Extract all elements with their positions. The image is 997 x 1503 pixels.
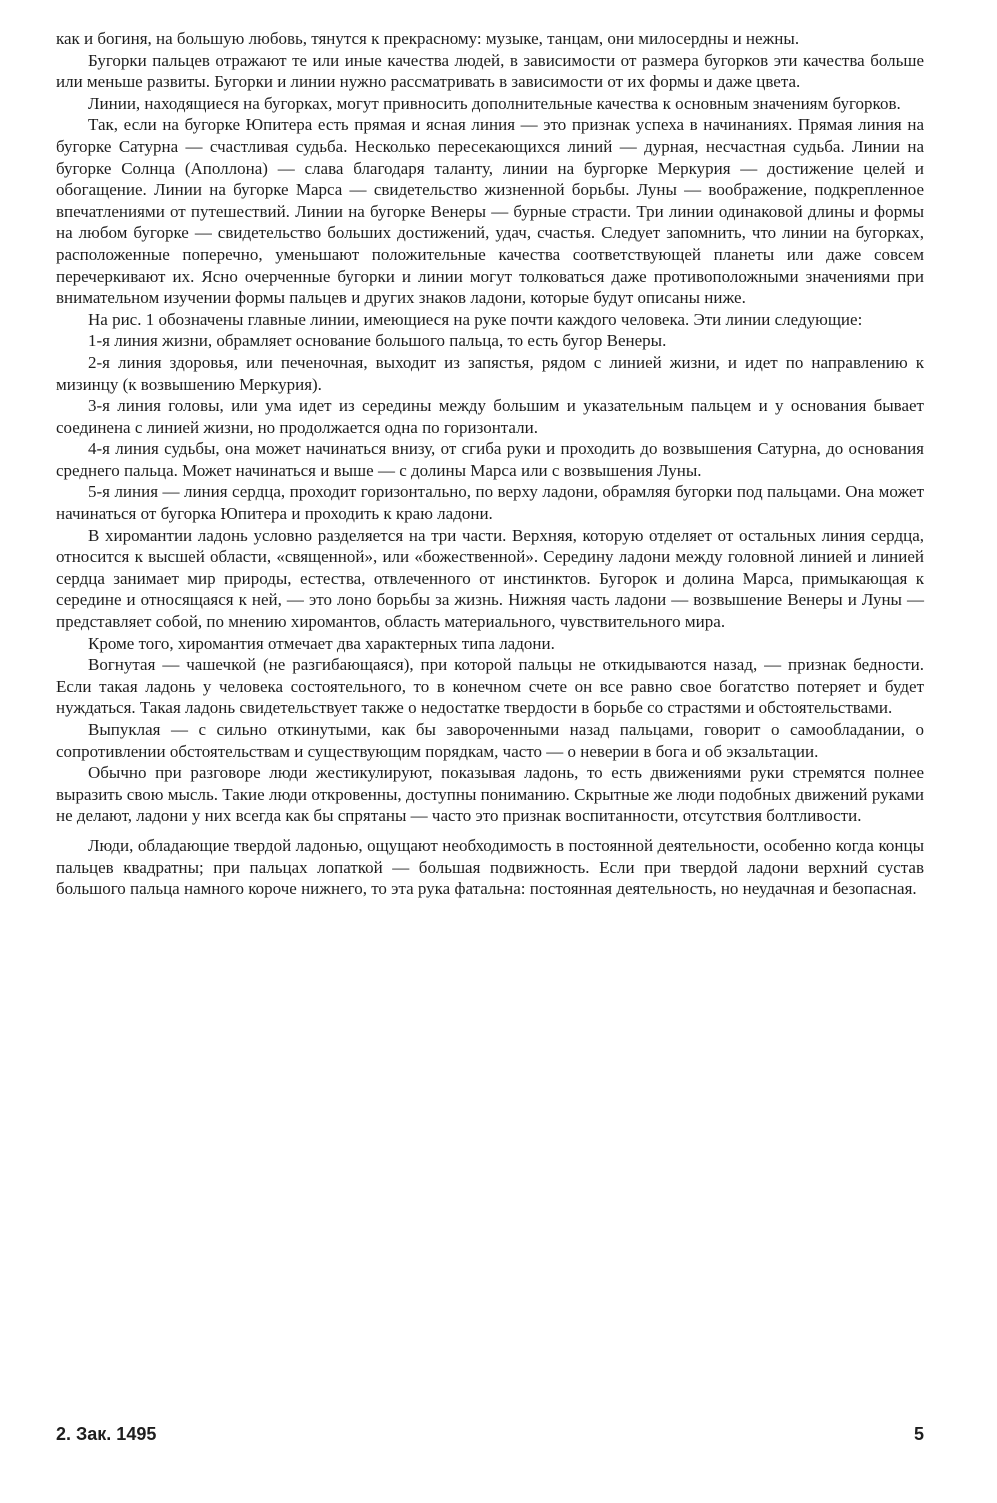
paragraph-convex-palm: Выпуклая — с сильно откинутыми, как бы завороченными назад пальцами, говорит о самообладании, о сопротивлении обстоятельствам и существующим порядкам, часто — о неверии в бога и об экзальтации. <box>56 720 924 761</box>
paragraph-gestures: Обычно при разговоре люди жестикулируют, показывая ладонь, то есть движениями руки стремятся полнее выразить свою мысль. Такие люди откровенны, доступны пониманию. Скрытные же люди подобных движений руками не делают, ладони у них всегда как бы спрятаны — часто это признак воспитанности, отсутствия болтливости. <box>56 763 924 826</box>
paragraph-health-line: 2-я линия здоровья, или печеночная, выходит из запястья, рядом с линией жизни, и идет по направлению к мизинцу (к возвышению Меркурия). <box>56 352 924 394</box>
paragraph-concave-palm: Вогнутая — чашечкой (не разгибающаяся), при которой пальцы не откидываются назад, — признак бедности. Если такая ладонь у человека состоятельного, то в конечном счете он все равно свое богатство потеряет и будет нуждаться. Такая ладонь свидетельствует также о недостатке твердости в борьбе со страстями и обстоятельствами. <box>56 655 924 718</box>
paragraph-fate-line: 4-я линия судьбы, она может начинаться внизу, от сгиба руки и проходить до возвышения Сатурна, до основания среднего пальца. Может начинаться и выше — с долины Марса или с возвышения Луны. <box>56 439 924 480</box>
page-number: 5 <box>913 1424 924 1444</box>
paragraph-palm-parts: В хиромантии ладонь условно разделяется на три части. Верхняя, которую отделяет от остальных линия сердца, относится к высшей области, «священной», или «божественной». Середину ладони между головной линией и линией сердца занимает мир природы, естества, отвлеченного от инстинктов. Бугорок и долина Марса, примыкающая к середине и относящаяся к ней, — это лоно борьбы за жизнь. Нижняя часть ладони — возвышение Венеры и Луны — представляет собой, по мнению хиромантов, область материального, чувствительного мира. <box>56 525 924 632</box>
paragraph-heart-line: 5-я линия — линия сердца, проходит горизонтально, по верху ладони, обрамляя бугорки под пальцами. Она может начинаться от бугорка Юпитера и проходить к краю ладони. <box>56 482 924 524</box>
paragraph-life-line: 1-я линия жизни, обрамляет основание большого пальца, то есть бугор Венеры. <box>88 331 667 351</box>
paragraph-firm-palm: Люди, обладающие твердой ладонью, ощущают необходимость в постоянной деятельности, особенно когда концы пальцев квадратны; при пальцах лопаткой — большая подвижность. Если при твердой ладони верхний сустав большого пальца намного короче нижнего, то эта рука фатальна: постоянная деятельность, но неудачная и безопасная. <box>56 835 924 899</box>
paragraph-mount-lines-meaning: Так, если на бугорке Юпитера есть прямая и ясная линия — это признак успеха в начинаниях. Прямая линия на бугорке Сатурна — счастливая судьба. Несколько пересекающихся линий — дурная, несчастная судьба. Линии на бугорке Солнца (Аполлона) — слава благодаря таланту, линии на бургорке Меркурия — достижение целей и обогащение. Линии на бугорке Марса — свидетельство жизненной борьбы. Луны — воображение, подкрепленное впечатлениями от путешествий. Линии на бугорке Венеры — бурные страсти. Три линии одинаковой длины и формы на любом бугорке — свидетельство больших достижений, удач, счастья. Следует запомнить, что линии на бугорках, расположенные поперечно, уменьшают положительные качества соответствующей планеты или даже совсем перечеркивают их. Ясно очерченные бугорки и линии могут толковаться даже противоположными значениями при внимательном изучении формы пальцев и других знаков ладони, которые будут описаны ниже. <box>56 115 924 308</box>
paragraph-palm-types: Кроме того, хиромантия отмечает два характерных типа ладони. <box>88 633 555 653</box>
paragraph-mounts-qualities: Бугорки пальцев отражают те или иные качества людей, в зависимости от размера бугорков эти качества больше или меньше развиты. Бугорки и линии нужно рассматривать в зависимости от их формы и даже цвета. <box>56 50 924 92</box>
paragraph-continuation: как и богиня, на большую любовь, тянутся к прекрасному: музыке, танцам, они милосердны и нежны. <box>56 29 800 48</box>
page-footer <box>56 1424 924 1445</box>
printer-signature: 2. Зак. 1495 <box>56 1424 157 1444</box>
paragraph-main-lines-intro: На рис. 1 обозначены главные линии, имеющиеся на руке почти каждого человека. Эти линии следующие: <box>88 309 863 329</box>
paragraph-head-line: 3-я линия головы, или ума идет из середины между большим и указательным пальцем и у основания бывает соединена с линией жизни, но продолжается одна по горизонтали. <box>56 396 924 437</box>
paragraph-lines-on-mounts: Линии, находящиеся на бугорках, могут привносить дополнительные качества к основным значениям бугорков. <box>88 93 901 113</box>
page-body <box>56 28 924 900</box>
